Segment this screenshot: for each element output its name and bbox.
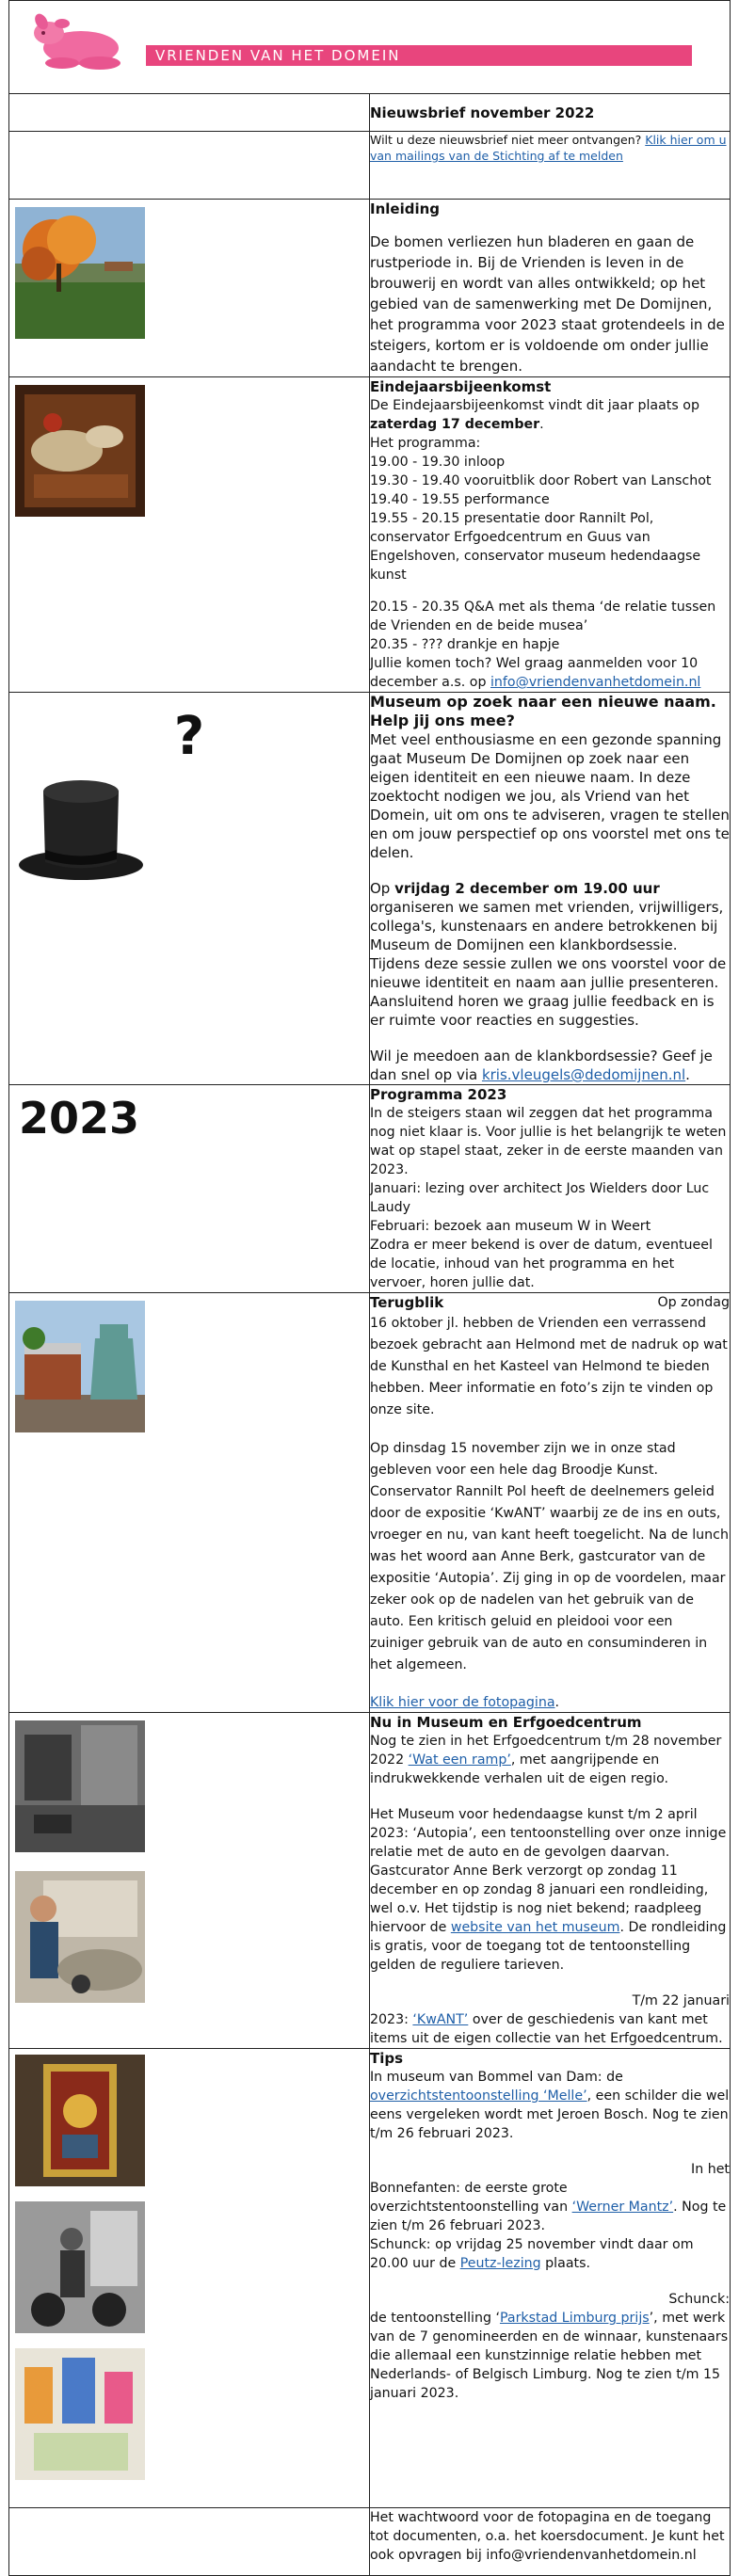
- lamb-logo: [24, 12, 130, 72]
- program-item: 19.00 - 19.30 inloop: [370, 455, 506, 470]
- parkstad-prize-photo: [15, 2348, 145, 2480]
- eindejaar-section: [370, 377, 731, 693]
- museum-p2b: organiseren we samen met vrienden, vrijwilligers, collega's, kunstenaars en andere betrokkenen bij Museum de Domijnen een klankbordsessie. Tijdens deze sessie zullen we ons voorstel voor de nieuwe identiteit en naam aan jullie presenteren. Aansluitend horen we graag jullie feedback en is er ruimte voor reacties en suggesties.: [370, 899, 727, 1029]
- parkstad-link[interactable]: Parkstad Limburg prijs: [499, 2311, 650, 2326]
- nu-p3b: over de geschiedenis van kant met items uit de eigen collectie van het Erfgoedcentrum.: [370, 2012, 723, 2046]
- tip3b: plaats.: [540, 2256, 590, 2271]
- museum-email-link[interactable]: kris.vleugels@dedomijnen.nl: [481, 1066, 686, 1083]
- eindejaar-intro-end: .: [539, 417, 544, 432]
- museum-photos-cell: [9, 1713, 370, 2049]
- museum-p1: Met veel enthousiasme en een gezonde spanning gaat Museum De Domijnen op zoek naar een eigen identiteit en een nieuwe naam. In deze zoektocht nodigen we jou, als Vriend van het Domein, uit om ons te adviseren, vragen te stellen en om jouw perspectief op ons voorstel met ons te delen.: [370, 731, 730, 861]
- kunsthal-building-photo: [15, 1301, 145, 1432]
- programma-title: Programma 2023: [370, 1086, 507, 1103]
- autumn-tree-photo: [15, 207, 145, 339]
- museum-p2-date: vrijdag 2 december om 19.00 uur: [394, 880, 660, 897]
- nu-right: T/m 22 januari: [632, 1993, 730, 2008]
- nu-p3a: 2023:: [370, 2012, 413, 2027]
- werner-mantz-link[interactable]: ‘Werner Mantz’: [571, 2200, 674, 2215]
- tip2b: . Nog te zien t/m 26 februari 2023.: [370, 2200, 727, 2233]
- signup-email-link[interactable]: info@vriendenvanhetdomein.nl: [490, 675, 701, 690]
- fotopagina-link-end: .: [554, 1695, 560, 1710]
- tips-section: [370, 2049, 731, 2508]
- wat-een-ramp-link[interactable]: ‘Wat een ramp’: [408, 1752, 511, 1768]
- programma-end: Zodra er meer bekend is over de datum, eventueel de locatie, inhoud van het programma en het vervoer, horen jullie dat.: [370, 1238, 713, 1290]
- inleiding-body: De bomen verliezen hun bladeren en gaan de rustperiode in. Bij de Vrienden is leven in de brouwerij en wordt van alles ontwikkeld; op het gebied van de samenwerking met De Domijnen, het programma voor 2023 staat grotendeels in de steigers, kortom er is voldoende om onder jullie aandacht te brengen.: [370, 233, 725, 375]
- painting-photo-cell: [9, 377, 370, 693]
- terugblik-p2: Op dinsdag 15 november zijn we in onze stad gebleven voor een hele dag Broodje Kunst. Conservator Rannilt Pol heeft de deelnemers geleid door de expositie ‘KwANT’ waarbij ze de ins en outs, vroeger en nu, van kant heeft toegelicht. Na de lunch was het woord aan Anne Berk, gastcurator van de expositie ‘Autopia’. Zij ging in op de voordelen, maar zeker ook op de nadelen van het gebruik van de auto. Een kritisch geluid en pleidooi voor een zuiniger gebruik van de auto en consuminderen in het algemeen.: [370, 1441, 729, 1672]
- hat-cell: [9, 693, 370, 1085]
- tip3a: Schunck: op vrijdag 25 november vindt daar om 20.00 uur de: [370, 2237, 694, 2271]
- tips-title: Tips: [370, 2050, 404, 2067]
- fotopagina-link[interactable]: Klik hier voor de fotopagina: [370, 1695, 555, 1710]
- footer-cell: [370, 2508, 731, 2576]
- program-item: 19.40 - 19.55 performance: [370, 492, 550, 507]
- signup-text: Jullie komen toch? Wel graag aanmelden voor 10 december a.s. op: [370, 656, 699, 690]
- terugblik-p1: 16 oktober jl. hebben de Vrienden een verrassend bezoek gebracht aan Helmond met de nadruk op wat de Kunsthal en het Kasteel van Helmond te bieden hebben. Meer informatie en foto’s zijn te vinden op onze site.: [370, 1316, 728, 1417]
- still-life-painting: [15, 385, 145, 517]
- newsletter-title: Nieuwsbrief november 2022: [370, 104, 595, 121]
- question-mark: ?: [173, 706, 205, 767]
- melle-link[interactable]: overzichtstentoonstelling ‘Melle’: [370, 2088, 587, 2104]
- tips-right1: In het: [691, 2162, 730, 2177]
- program-item: 19.30 - 19.40 vooruitblik door Robert van Lanschot: [370, 473, 712, 488]
- museum-p2a: Op: [370, 880, 395, 897]
- header-banner: [146, 45, 692, 66]
- header: [9, 1, 731, 94]
- mantz-photo: [15, 2201, 145, 2333]
- tip2a: Bonnefanten: de eerste grote overzichtstentoonstelling van: [370, 2181, 572, 2215]
- programma-section: [370, 1085, 731, 1293]
- unsubscribe-text: Wilt u deze nieuwsbrief niet meer ontvangen?: [370, 133, 646, 147]
- tips-right2: Schunck:: [668, 2292, 730, 2307]
- nu-p1a: Nog te zien in het Erfgoedcentrum t/m 28 november 2022: [370, 1734, 722, 1768]
- inleiding-title: Inleiding: [370, 200, 441, 217]
- tip1b: , een schilder die wel eens vergeleken wordt met Jeroen Bosch. Nog te zien t/m 26 februari 2023.: [370, 2088, 730, 2141]
- programma-feb: Februari: bezoek aan museum W in Weert: [370, 1219, 651, 1234]
- tips-photos-cell: [9, 2049, 370, 2508]
- car-artist-photo: [15, 1871, 145, 2003]
- terugblik-right: Op zondag: [657, 1295, 730, 1310]
- year-2023: 2023: [19, 1093, 140, 1144]
- autumn-photo-cell: [9, 200, 370, 377]
- unsubscribe-link[interactable]: Klik hier om u van mailings van de Stichting af te melden: [370, 133, 727, 163]
- empty-cell: [9, 2508, 370, 2576]
- inleiding-section: [370, 200, 731, 377]
- empty-cell: [9, 132, 370, 200]
- museum-title: Museum op zoek naar een nieuwe naam. Help jij ons mee?: [370, 693, 716, 729]
- terugblik-title: Terugblik: [370, 1294, 444, 1311]
- tip4b: ’, met werk van de 7 genomineerden en de winnaar, kunstenaars die allemaal een kunstzinnige relatie hebben met Nederlands- of Belgisch Limburg. Nog te zien t/m 15 januari 2023.: [370, 2311, 729, 2401]
- disaster-photo: [15, 1720, 145, 1852]
- program-drinks: 20.35 - ??? drankje en hapje: [370, 637, 560, 652]
- nu-p2b: . De rondleiding is gratis, voor de toegang tot de tentoonstelling gelden de reguliere tarieven.: [370, 1920, 727, 1973]
- tip4a: de tentoonstelling ‘: [370, 2311, 500, 2326]
- museum-p3-end: .: [685, 1066, 690, 1083]
- unsubscribe-cell: [370, 132, 731, 200]
- museum-website-link[interactable]: website van het museum: [450, 1920, 620, 1935]
- empty-cell: [9, 94, 370, 132]
- program-item: 19.55 - 20.15 presentatie door Rannilt Pol, conservator Erfgoedcentrum en Guus van Engelshoven, conservator museum hedendaagse kunst: [370, 511, 701, 583]
- peutz-lezing-link[interactable]: Peutz-lezing: [459, 2256, 541, 2271]
- program-label: Het programma:: [370, 436, 481, 451]
- top-hat-icon: [15, 773, 147, 886]
- tip1a: In museum van Bommel van Dam: de: [370, 2070, 623, 2085]
- year-cell: [9, 1085, 370, 1293]
- nu-section: [370, 1713, 731, 2049]
- museum-p3: Wil je meedoen aan de klankbordsessie? Geef je dan snel op via: [370, 1048, 713, 1083]
- header-title: VRIENDEN VAN HET DOMEIN: [155, 47, 401, 64]
- programma-body: In de steigers staan wil zeggen dat het programma nog niet klaar is. Voor jullie is het belangrijk te weten wat op stapel staat, zeker in de eerste maanden van 2023.: [370, 1106, 727, 1177]
- footer-text: Het wachtwoord voor de fotopagina en de toegang tot documenten, o.a. het koersdocument. Je kunt het ook opvragen bij info@vriendenvanhetdomein.nl: [370, 2510, 725, 2563]
- nu-title: Nu in Museum en Erfgoedcentrum: [370, 1714, 642, 1731]
- kwant-link[interactable]: ‘KwANT’: [412, 2012, 469, 2027]
- eindejaar-intro: De Eindejaarsbijeenkomst vindt dit jaar plaats op: [370, 398, 699, 413]
- program-qa: 20.15 - 20.35 Q&A met als thema ‘de relatie tussen de Vrienden en de beide musea’: [370, 600, 716, 633]
- nu-p1b: , met aangrijpende en indrukwekkende verhalen uit de eigen regio.: [370, 1752, 669, 1786]
- nu-p2a: Het Museum voor hedendaagse kunst t/m 2 april 2023: ‘Autopia’, een tentoonstelling over onze innige relatie met de auto en de gevolgen daarvan. Gastcurator Anne Berk verzorgt op zondag 11 december en op zondag 8 januari een rondleiding, wel o.v. Het tijdstip is nog niet bekend; raadpleeg hiervoor de: [370, 1807, 727, 1935]
- programma-jan: Januari: lezing over architect Jos Wielders door Luc Laudy: [370, 1181, 710, 1215]
- eindejaar-date: zaterdag 17 december: [370, 417, 540, 432]
- terugblik-section: [370, 1293, 731, 1713]
- building-photo-cell: [9, 1293, 370, 1713]
- museum-section: [370, 693, 731, 1085]
- melle-painting-photo: [15, 2055, 145, 2186]
- newsletter-title-cell: [370, 94, 731, 132]
- eindejaar-title: Eindejaarsbijeenkomst: [370, 378, 552, 395]
